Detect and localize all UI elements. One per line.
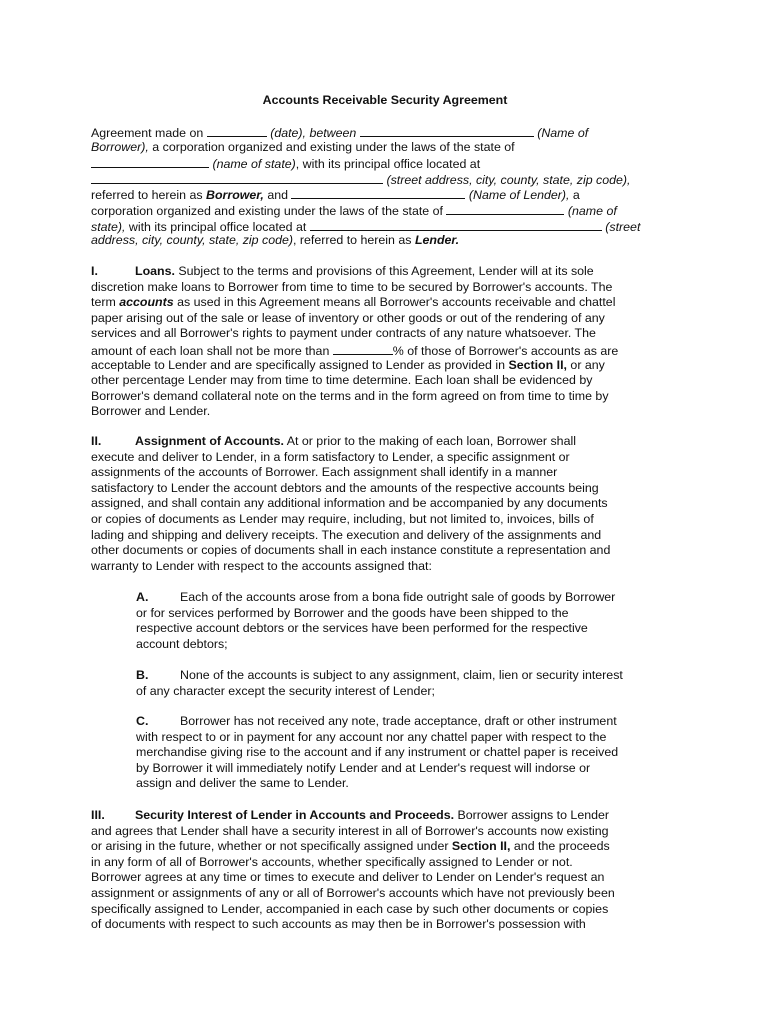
- section-number: I.: [91, 264, 98, 278]
- section-heading: Assignment of Accounts.: [135, 434, 284, 448]
- subsection-a: A. Each of the accounts arose from a bona fide outright sale of goods by Borrower or for services performed by Borrower and the goods have been shipped to the respective account debtors or the services have been performed for the respective account debtors;: [136, 590, 616, 651]
- section-number: III.: [91, 808, 105, 822]
- percentage-blank[interactable]: [333, 342, 393, 355]
- date-blank[interactable]: [207, 124, 267, 137]
- borrower-state-blank[interactable]: [91, 155, 209, 168]
- lender-state-blank[interactable]: [446, 202, 564, 215]
- subsection-number: B.: [136, 668, 149, 682]
- borrower-address-blank[interactable]: [91, 171, 383, 184]
- subsection-number: C.: [136, 714, 149, 728]
- section-heading: Loans.: [135, 264, 175, 278]
- section-heading: Security Interest of Lender in Accounts and Proceeds.: [135, 808, 455, 822]
- subsection-b: B. None of the accounts is subject to any assignment, claim, lien or security interest of any character except the security interest of Lender;: [136, 668, 623, 698]
- borrower-name-blank[interactable]: [360, 124, 534, 137]
- lender-address-blank[interactable]: [310, 218, 602, 231]
- section-3-security-interest: III. Security Interest of Lender in Accounts and Proceeds. Borrower assigns to Lender and agrees that Lender shall have a security interest in all of Borrower's accounts now existing or arising in the future, whether or not specifically assigned under Section II, and the proceeds in any form of all of Borrower's accounts, whether specifically assigned to Lender or not. Borrower agrees at any time or times to execute and deliver to Lender on Lender's request an assignment or assignments of any or all of Borrower's accounts which have not previously been specifically assigned to Lender, accompanied in each case by such other documents or copies of documents with respect to such accounts as may then be in Borrower's possession with: [91, 808, 615, 932]
- section-2-assignment: II. Assignment of Accounts. At or prior to the making of each loan, Borrower shall execute and deliver to Lender, in a form satisfactory to Lender, a specific assignment or assignments of the accounts of Borrower. Each assignment shall identify in a manner satisfactory to Lender the account debtors and the amounts of the respective accounts being assigned, and shall contain any additional information and be accompanied by any documents or copies of documents as Lender may require, including, but not limited to, invoices, bills of lading and shipping and delivery receipts. The execution and delivery of the assignments and other documents or copies of documents shall in each instance constitute a representation and warranty to Lender with respect to the accounts assigned that:: [91, 434, 611, 573]
- lender-name-blank[interactable]: [291, 186, 465, 199]
- section-number: II.: [91, 434, 102, 448]
- preamble: Agreement made on (date), between (Name of Borrower), a corporation organized and existing under the laws of the state of (name of state), with its principal office located at (street address, city, county, state, zip code), referred to herein as Borrower, and (Name of Lender), a corporation organized and existing under the laws of the state of (name of state), with its principal office located at (street address, city, county, state, zip code), referred to herein as Lender.: [91, 126, 641, 248]
- subsection-number: A.: [136, 590, 149, 604]
- section-1-loans: I. Loans. Subject to the terms and provisions of this Agreement, Lender will at its sole discretion make loans to Borrower from time to time to be secured by Borrower's accounts. The term accounts as used in this Agreement means all Borrower's accounts receivable and chattel paper arising out of the sale or lease of inventory or other goods or out of the rendering of any services and all Borrower's rights to payment under contracts of any nature whatsoever. The amount of each loan shall not be more than % of those of Borrower's accounts as are acceptable to Lender and are specifically assigned to Lender as provided in Section II, or any other percentage Lender may from time to time determine. Each loan shall be evidenced by Borrower's demand collateral note on the terms and in the form agreed on from time to time by Borrower and Lender.: [91, 264, 619, 419]
- document-title: Accounts Receivable Security Agreement: [262, 93, 508, 107]
- subsection-c: C. Borrower has not received any note, trade acceptance, draft or other instrument with respect to or in payment for any account nor any chattel paper with respect to the merchandise giving rise to the account and if any instrument or chattel paper is received by Borrower it will immediately notify Lender and at Lender's request will indorse or assign and deliver the same to Lender.: [136, 714, 619, 791]
